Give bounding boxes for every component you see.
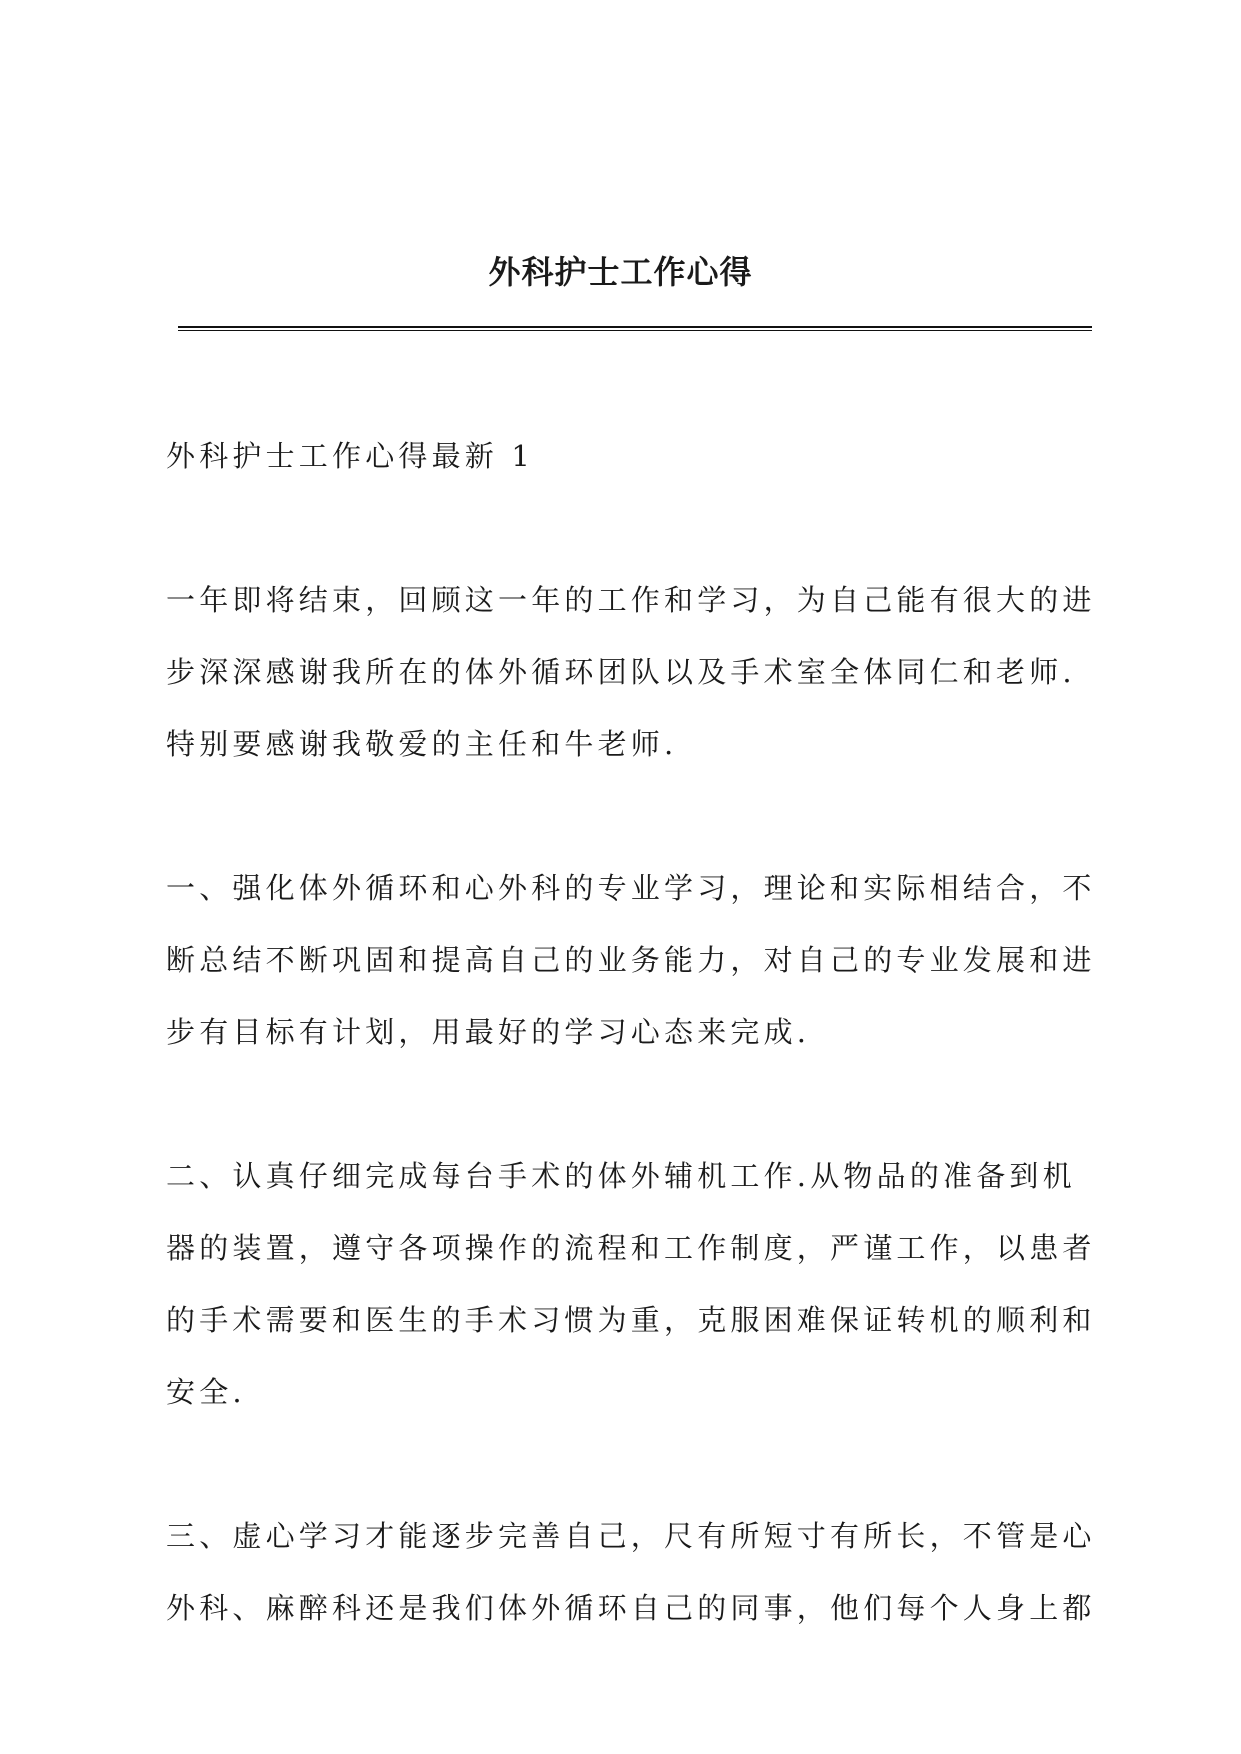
paragraph-one: 一、强化体外循环和心外科的专业学习，理论和实际相结合，不断总结不断巩固和提高自己的业务能力，对自己的专业发展和进步有目标有计划，用最好的学习心态来完成. (166, 871, 1096, 1049)
document-title: 外科护士工作心得 (488, 253, 753, 291)
document-subtitle: 外科护士工作心得最新 1 (166, 439, 535, 473)
paragraph-three: 三、虚心学习才能逐步完善自己，尺有所短寸有所长，不管是心外科、麻醉科还是我们体外循环自己的同事，他们每个人身上都 (166, 1519, 1096, 1625)
title-divider (178, 326, 1092, 331)
document-body (166, 420, 1100, 1716)
paragraph-two: 二、认真仔细完成每台手术的体外辅机工作.从物品的准备到机器的装置，遵守各项操作的流程和工作制度，严谨工作，以患者的手术需要和医生的手术习惯为重，克服困难保证转机的顺利和安全. (166, 1159, 1096, 1409)
paragraph-intro: 一年即将结束，回顾这一年的工作和学习，为自己能有很大的进步深深感谢我所在的体外循环团队以及手术室全体同仁和老师.特别要感谢我敬爱的主任和牛老师. (166, 583, 1096, 761)
